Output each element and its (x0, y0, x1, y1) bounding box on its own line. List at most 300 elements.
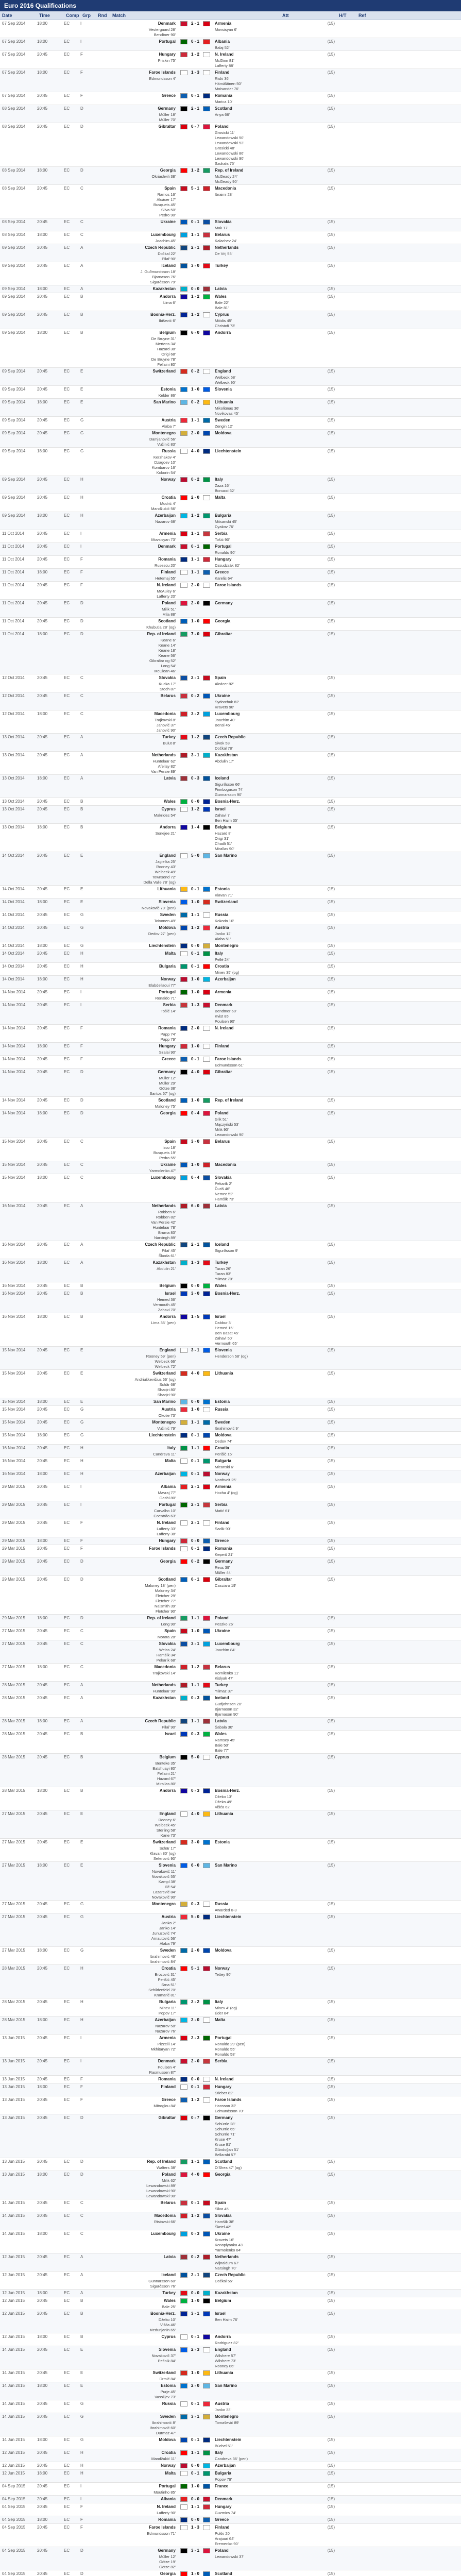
match-score[interactable]: 2 - 1 (191, 21, 199, 26)
match-entry[interactable] (0, 2272, 461, 2290)
home-team[interactable]: Latvia (163, 2255, 176, 2259)
home-team[interactable]: Sweden (160, 1948, 176, 1953)
match-score[interactable]: 1 - 0 (191, 2571, 199, 2576)
match-entry[interactable] (0, 1787, 461, 1810)
match-entry[interactable] (0, 1419, 461, 1432)
home-team[interactable]: Austria (161, 418, 176, 422)
away-team[interactable]: Belarus (215, 232, 230, 237)
match-entry[interactable] (0, 123, 461, 167)
match-entry[interactable] (0, 1862, 461, 1901)
match-entry[interactable] (0, 1576, 461, 1615)
match-score[interactable]: 1 - 1 (191, 531, 199, 536)
away-team[interactable]: Italy (215, 2450, 224, 2455)
home-team[interactable]: Greece (161, 2097, 176, 2102)
away-team[interactable]: Netherlands (215, 2255, 239, 2259)
away-team[interactable]: Iceland (215, 1242, 229, 1247)
match-score[interactable]: 0 - 1 (191, 2471, 199, 2476)
home-team[interactable]: Russia (162, 449, 176, 453)
away-team[interactable]: Portugal (215, 2036, 232, 2040)
match-score[interactable]: 1 - 0 (191, 900, 199, 904)
away-team[interactable]: Slovenia (215, 387, 232, 392)
match-entry[interactable] (0, 329, 461, 368)
home-team[interactable]: Iceland (161, 2273, 176, 2277)
home-team[interactable]: Scotland (158, 619, 176, 623)
match-entry[interactable] (0, 2524, 461, 2547)
away-team[interactable]: Scotland (215, 2571, 232, 2576)
match-score[interactable]: 2 - 1 (191, 1520, 199, 1525)
match-score[interactable]: 1 - 2 (191, 513, 199, 518)
away-team[interactable]: N. Ireland (215, 52, 234, 57)
home-team[interactable]: Gibraltar (158, 2115, 176, 2120)
match-score[interactable]: 1 - 2 (191, 294, 199, 299)
home-team[interactable]: N. Ireland (157, 583, 176, 587)
match-score[interactable]: 1 - 4 (191, 825, 199, 829)
away-team[interactable]: Kazakhstan (215, 753, 238, 757)
away-team[interactable]: Finland (215, 70, 230, 75)
match-score[interactable]: 1 - 0 (191, 1044, 199, 1048)
away-team[interactable]: Lithuania (215, 400, 233, 404)
home-team[interactable]: Finland (161, 2084, 176, 2089)
match-entry[interactable] (0, 417, 461, 430)
home-team[interactable]: Andorra (159, 294, 176, 299)
match-score[interactable]: 5 - 0 (191, 1755, 199, 1759)
away-team[interactable]: Ukraine (215, 693, 230, 698)
home-team[interactable]: Hungary (159, 1538, 176, 1543)
match-score[interactable]: 1 - 2 (191, 312, 199, 317)
match-entry[interactable] (0, 1640, 461, 1664)
match-score[interactable]: 1 - 0 (191, 619, 199, 623)
home-team[interactable]: Italy (167, 1446, 176, 1450)
match-score[interactable]: 0 - 2 (191, 400, 199, 404)
match-entry[interactable] (0, 1901, 461, 1913)
home-team[interactable]: Belarus (160, 693, 176, 698)
match-entry[interactable] (0, 1241, 461, 1259)
home-team[interactable]: Netherlands (151, 1204, 176, 1208)
match-entry[interactable] (0, 2547, 461, 2570)
home-team[interactable]: Denmark (158, 544, 176, 549)
home-team[interactable]: Turkey (162, 2291, 176, 2295)
match-entry[interactable] (0, 1913, 461, 1947)
match-entry[interactable] (0, 710, 461, 734)
away-team[interactable]: Armenia (215, 1484, 232, 1489)
match-entry[interactable] (0, 1370, 461, 1398)
away-team[interactable]: Bulgaria (215, 2471, 232, 2476)
home-team[interactable]: Belgium (159, 330, 176, 335)
home-team[interactable]: Liechtenstein (149, 1433, 176, 1437)
away-team[interactable]: Finland (215, 2525, 230, 2530)
match-entry[interactable] (0, 530, 461, 543)
match-entry[interactable] (0, 2290, 461, 2297)
home-team[interactable]: Netherlands (151, 753, 176, 757)
match-score[interactable]: 0 - 0 (191, 799, 199, 804)
away-team[interactable]: Bulgaria (215, 1459, 232, 1463)
home-team[interactable]: Rep. of Ireland (147, 2159, 176, 2164)
home-team[interactable]: Slovakia (159, 675, 176, 680)
match-entry[interactable] (0, 734, 461, 752)
home-team[interactable]: Austria (161, 1407, 176, 1412)
match-entry[interactable] (0, 2400, 461, 2413)
home-team[interactable]: Sweden (160, 2414, 176, 2419)
match-score[interactable]: 0 - 3 (191, 1902, 199, 1906)
match-entry[interactable] (0, 886, 461, 899)
away-team[interactable]: Moldova (215, 1948, 232, 1953)
match-entry[interactable] (0, 1097, 461, 1110)
away-team[interactable]: Greece (215, 570, 229, 574)
match-entry[interactable] (0, 1615, 461, 1628)
match-score[interactable]: 0 - 3 (191, 1788, 199, 1793)
away-team[interactable]: Israel (215, 2311, 226, 2316)
match-entry[interactable] (0, 852, 461, 886)
home-team[interactable]: Spain (164, 1139, 176, 1144)
match-entry[interactable] (0, 1069, 461, 1097)
away-team[interactable]: Macedonia (215, 1162, 236, 1167)
match-score[interactable]: 1 - 2 (191, 807, 199, 811)
away-team[interactable]: Bulgaria (215, 513, 232, 518)
home-team[interactable]: Kazakhstan (152, 286, 176, 291)
away-team[interactable]: Albania (215, 39, 230, 44)
match-entry[interactable] (0, 448, 461, 476)
away-team[interactable]: Andorra (215, 330, 231, 335)
away-team[interactable]: Azerbaijan (215, 977, 236, 981)
match-entry[interactable] (0, 1025, 461, 1043)
away-team[interactable]: Gibraltar (215, 1577, 232, 1582)
away-team[interactable]: Germany (215, 2115, 233, 2120)
match-score[interactable]: 2 - 1 (191, 2273, 199, 2277)
match-score[interactable]: 1 - 1 (191, 1420, 199, 1425)
match-entry[interactable] (0, 1445, 461, 1458)
home-team[interactable]: Slovakia (159, 1641, 176, 1646)
match-score[interactable]: 1 - 1 (191, 1616, 199, 1620)
match-score[interactable]: 0 - 3 (191, 1696, 199, 1700)
home-team[interactable]: Wales (164, 2298, 176, 2303)
home-team[interactable]: San Marino (153, 1399, 176, 1404)
match-entry[interactable] (0, 1259, 461, 1282)
match-score[interactable]: 0 - 2 (191, 369, 199, 374)
home-team[interactable]: Andorra (159, 1788, 176, 1793)
away-team[interactable]: Estonia (215, 887, 230, 891)
match-entry[interactable] (0, 2199, 461, 2212)
match-entry[interactable] (0, 2310, 461, 2333)
match-entry[interactable] (0, 2449, 461, 2462)
match-entry[interactable] (0, 543, 461, 556)
away-team[interactable]: Israel (215, 807, 226, 811)
home-team[interactable]: Norway (161, 477, 176, 482)
match-score[interactable]: 0 - 0 (191, 2463, 199, 2468)
match-score[interactable]: 0 - 0 (191, 2077, 199, 2081)
match-score[interactable]: 2 - 0 (191, 583, 199, 587)
home-team[interactable]: Estonia (161, 2383, 176, 2388)
away-team[interactable]: Cyprus (215, 1755, 229, 1759)
match-score[interactable]: 1 - 3 (191, 2525, 199, 2530)
match-score[interactable]: 1 - 0 (191, 990, 199, 994)
match-entry[interactable] (0, 582, 461, 600)
match-score[interactable]: 6 - 0 (191, 1863, 199, 1868)
home-team[interactable]: Gibraltar (158, 124, 176, 129)
home-team[interactable]: Luxembourg (150, 2231, 176, 2236)
home-team[interactable]: Bulgaria (159, 1999, 176, 2004)
match-score[interactable]: 0 - 0 (191, 1399, 199, 1404)
away-team[interactable]: Scotland (215, 106, 232, 111)
match-entry[interactable] (0, 512, 461, 530)
home-team[interactable]: Greece (161, 93, 176, 98)
home-team[interactable]: Rep. of Ireland (147, 632, 176, 636)
match-score[interactable]: 2 - 3 (191, 2347, 199, 2352)
match-entry[interactable] (0, 293, 461, 311)
away-team[interactable]: Croatia (215, 1446, 229, 1450)
home-team[interactable]: Luxembourg (150, 232, 176, 237)
match-entry[interactable] (0, 2297, 461, 2310)
match-entry[interactable] (0, 1483, 461, 1501)
away-team[interactable]: Montenegro (215, 943, 238, 948)
home-team[interactable]: Switzerland (152, 1371, 176, 1376)
home-team[interactable]: Romania (158, 2517, 176, 2522)
match-score[interactable]: 3 - 0 (191, 1139, 199, 1144)
home-team[interactable]: Croatia (161, 1966, 176, 1971)
match-score[interactable]: 0 - 4 (191, 1175, 199, 1180)
match-entry[interactable] (0, 798, 461, 806)
match-entry[interactable] (0, 1694, 461, 1718)
away-team[interactable]: Estonia (215, 1840, 230, 1844)
match-score[interactable]: 6 - 0 (191, 330, 199, 335)
away-team[interactable]: Malta (215, 495, 226, 500)
home-team[interactable]: Portugal (159, 990, 176, 994)
match-score[interactable]: 1 - 0 (191, 1162, 199, 1167)
away-team[interactable]: Italy (215, 951, 224, 956)
match-score[interactable]: 4 - 0 (191, 1811, 199, 1816)
match-entry[interactable] (0, 2058, 461, 2076)
match-entry[interactable] (0, 2035, 461, 2058)
match-entry[interactable] (0, 1110, 461, 1138)
match-entry[interactable] (0, 1839, 461, 1862)
match-entry[interactable] (0, 262, 461, 285)
away-team[interactable]: Germany (215, 1559, 233, 1564)
home-team[interactable]: Andorra (159, 825, 176, 829)
match-entry[interactable] (0, 1519, 461, 1537)
match-entry[interactable] (0, 1290, 461, 1313)
match-score[interactable]: 0 - 3 (191, 1732, 199, 1736)
home-team[interactable]: Moldova (159, 2437, 176, 2442)
match-entry[interactable] (0, 569, 461, 582)
match-score[interactable]: 2 - 1 (191, 1484, 199, 1489)
match-entry[interactable] (0, 244, 461, 262)
match-score[interactable]: 1 - 0 (191, 387, 199, 392)
match-score[interactable]: 0 - 2 (191, 477, 199, 482)
match-score[interactable]: 1 - 1 (191, 557, 199, 562)
match-entry[interactable] (0, 2114, 461, 2158)
home-team[interactable]: Switzerland (152, 369, 176, 374)
away-team[interactable]: Macedonia (215, 186, 236, 191)
away-team[interactable]: Finland (215, 1044, 230, 1048)
match-entry[interactable] (0, 806, 461, 824)
match-score[interactable]: 0 - 3 (191, 776, 199, 781)
match-score[interactable]: 6 - 0 (191, 1204, 199, 1208)
away-team[interactable]: Denmark (215, 1003, 233, 1007)
home-team[interactable]: Spain (164, 1629, 176, 1633)
away-team[interactable]: Czech Republic (215, 2273, 246, 2277)
match-score[interactable]: 1 - 3 (191, 70, 199, 75)
home-team[interactable]: Germany (158, 1070, 176, 1074)
match-score[interactable]: 1 - 2 (191, 925, 199, 930)
away-team[interactable]: Gibraltar (215, 632, 232, 636)
away-team[interactable]: Azerbaijan (215, 2463, 236, 2468)
match-entry[interactable] (0, 2462, 461, 2470)
match-entry[interactable] (0, 167, 461, 185)
away-team[interactable]: Malta (215, 2018, 226, 2022)
away-team[interactable]: Hungary (215, 2084, 232, 2089)
away-team[interactable]: France (215, 2484, 229, 2488)
match-score[interactable]: 0 - 1 (191, 1471, 199, 1476)
match-score[interactable]: 1 - 0 (191, 1629, 199, 1633)
match-entry[interactable] (0, 2158, 461, 2171)
match-score[interactable]: 0 - 1 (191, 1057, 199, 1061)
match-entry[interactable] (0, 218, 461, 231)
home-team[interactable]: Bosnia-Herz. (150, 312, 176, 317)
match-score[interactable]: 1 - 1 (191, 232, 199, 237)
away-team[interactable]: Serbia (215, 1502, 228, 1507)
match-score[interactable]: 1 - 0 (191, 977, 199, 981)
away-team[interactable]: Serbia (215, 531, 228, 536)
away-team[interactable]: Scotland (215, 2159, 232, 2164)
match-entry[interactable] (0, 1754, 461, 1787)
home-team[interactable]: Cyprus (161, 807, 176, 811)
away-team[interactable]: Germany (215, 601, 233, 605)
match-entry[interactable] (0, 2253, 461, 2272)
match-entry[interactable] (0, 2496, 461, 2503)
match-score[interactable]: 0 - 0 (191, 286, 199, 291)
away-team[interactable]: Rep. of Ireland (215, 168, 244, 173)
away-team[interactable]: Bosnia-Herz. (215, 1291, 240, 1296)
away-team[interactable]: Spain (215, 2200, 226, 2205)
match-score[interactable]: 0 - 0 (191, 2291, 199, 2295)
away-team[interactable]: N. Ireland (215, 1026, 234, 1030)
match-score[interactable]: 3 - 0 (191, 1840, 199, 1844)
match-score[interactable]: 1 - 1 (191, 1683, 199, 1687)
home-team[interactable]: Poland (162, 601, 176, 605)
match-entry[interactable] (0, 2096, 461, 2114)
away-team[interactable]: Latvia (215, 1204, 227, 1208)
match-entry[interactable] (0, 963, 461, 976)
match-score[interactable]: 2 - 0 (191, 2059, 199, 2063)
match-entry[interactable] (0, 494, 461, 512)
home-team[interactable]: Croatia (161, 495, 176, 500)
home-team[interactable]: Bulgaria (159, 964, 176, 969)
match-score[interactable]: 3 - 1 (191, 2548, 199, 2553)
away-team[interactable]: Belgium (215, 2298, 231, 2303)
match-score[interactable]: 0 - 1 (191, 887, 199, 891)
home-team[interactable]: Germany (158, 106, 176, 111)
home-team[interactable]: N. Ireland (157, 2504, 176, 2509)
match-entry[interactable] (0, 1731, 461, 1754)
home-team[interactable]: Switzerland (152, 1840, 176, 1844)
match-entry[interactable] (0, 430, 461, 448)
match-score[interactable]: 0 - 0 (191, 1538, 199, 1543)
home-team[interactable]: N. Ireland (157, 1520, 176, 1525)
home-team[interactable]: Liechtenstein (149, 943, 176, 948)
away-team[interactable]: Armenia (215, 21, 232, 26)
away-team[interactable]: Luxembourg (215, 1641, 240, 1646)
home-team[interactable]: Serbia (163, 1003, 176, 1007)
match-entry[interactable] (0, 1664, 461, 1682)
home-team[interactable]: Germany (158, 2548, 176, 2553)
match-entry[interactable] (0, 2516, 461, 2524)
match-entry[interactable] (0, 368, 461, 386)
match-score[interactable]: 2 - 0 (191, 1948, 199, 1953)
match-score[interactable]: 7 - 0 (191, 632, 199, 636)
away-team[interactable]: Russia (215, 1407, 229, 1412)
home-team[interactable]: Poland (162, 2172, 176, 2177)
away-team[interactable]: Belgium (215, 825, 231, 829)
away-team[interactable]: Wales (215, 1732, 227, 1736)
match-entry[interactable] (0, 2230, 461, 2253)
match-entry[interactable] (0, 2212, 461, 2230)
home-team[interactable]: Belarus (160, 2200, 176, 2205)
home-team[interactable]: Azerbaijan (155, 513, 176, 518)
away-team[interactable]: Bosnia-Herz. (215, 1788, 240, 1793)
away-team[interactable]: Spain (215, 675, 226, 680)
match-entry[interactable] (0, 942, 461, 950)
match-score[interactable]: 1 - 2 (191, 52, 199, 57)
away-team[interactable]: Sweden (215, 418, 231, 422)
away-team[interactable]: Rep. of Ireland (215, 1098, 244, 1103)
match-entry[interactable] (0, 1682, 461, 1694)
match-entry[interactable] (0, 2503, 461, 2516)
away-team[interactable]: San Marino (215, 853, 237, 858)
home-team[interactable]: Hungary (159, 52, 176, 57)
match-entry[interactable] (0, 674, 461, 692)
match-entry[interactable] (0, 231, 461, 244)
match-score[interactable]: 6 - 1 (191, 1577, 199, 1582)
home-team[interactable]: Albania (161, 2497, 176, 2501)
away-team[interactable]: England (215, 369, 231, 374)
match-score[interactable]: 0 - 0 (191, 2517, 199, 2522)
home-team[interactable]: Russia (162, 2401, 176, 2406)
away-team[interactable]: Greece (215, 2517, 229, 2522)
match-entry[interactable] (0, 2413, 461, 2436)
home-team[interactable]: Montenegro (152, 1902, 176, 1906)
home-team[interactable]: Faroe Islands (149, 1546, 176, 1551)
away-team[interactable]: Slovakia (215, 219, 232, 224)
match-entry[interactable] (0, 824, 461, 852)
match-score[interactable]: 1 - 3 (191, 1003, 199, 1007)
home-team[interactable]: Kazakhstan (152, 1260, 176, 1265)
match-score[interactable]: 2 - 0 (191, 1026, 199, 1030)
match-score[interactable]: 0 - 1 (191, 544, 199, 549)
away-team[interactable]: Luxembourg (215, 711, 240, 716)
match-score[interactable]: 2 - 1 (191, 675, 199, 680)
home-team[interactable]: Ukraine (160, 219, 176, 224)
home-team[interactable]: Iceland (161, 263, 176, 268)
match-score[interactable]: 2 - 1 (191, 106, 199, 111)
home-team[interactable]: Scotland (158, 1577, 176, 1582)
match-score[interactable]: 1 - 0 (191, 2370, 199, 2375)
match-entry[interactable] (0, 1558, 461, 1576)
away-team[interactable]: Liechtenstein (215, 1914, 242, 1919)
match-entry[interactable] (0, 1537, 461, 1545)
home-team[interactable]: Norway (161, 977, 176, 981)
away-team[interactable]: Italy (215, 477, 224, 482)
away-team[interactable]: Poland (215, 124, 229, 129)
match-score[interactable]: 1 - 1 (191, 2450, 199, 2455)
match-entry[interactable] (0, 2083, 461, 2096)
home-team[interactable]: Andorra (159, 1314, 176, 1319)
match-score[interactable]: 1 - 0 (191, 2484, 199, 2488)
match-score[interactable]: 1 - 2 (191, 1665, 199, 1669)
match-score[interactable]: 0 - 1 (191, 964, 199, 969)
match-entry[interactable] (0, 1043, 461, 1056)
match-score[interactable]: 0 - 1 (191, 1459, 199, 1463)
home-team[interactable]: Portugal (159, 39, 176, 44)
match-entry[interactable] (0, 600, 461, 618)
